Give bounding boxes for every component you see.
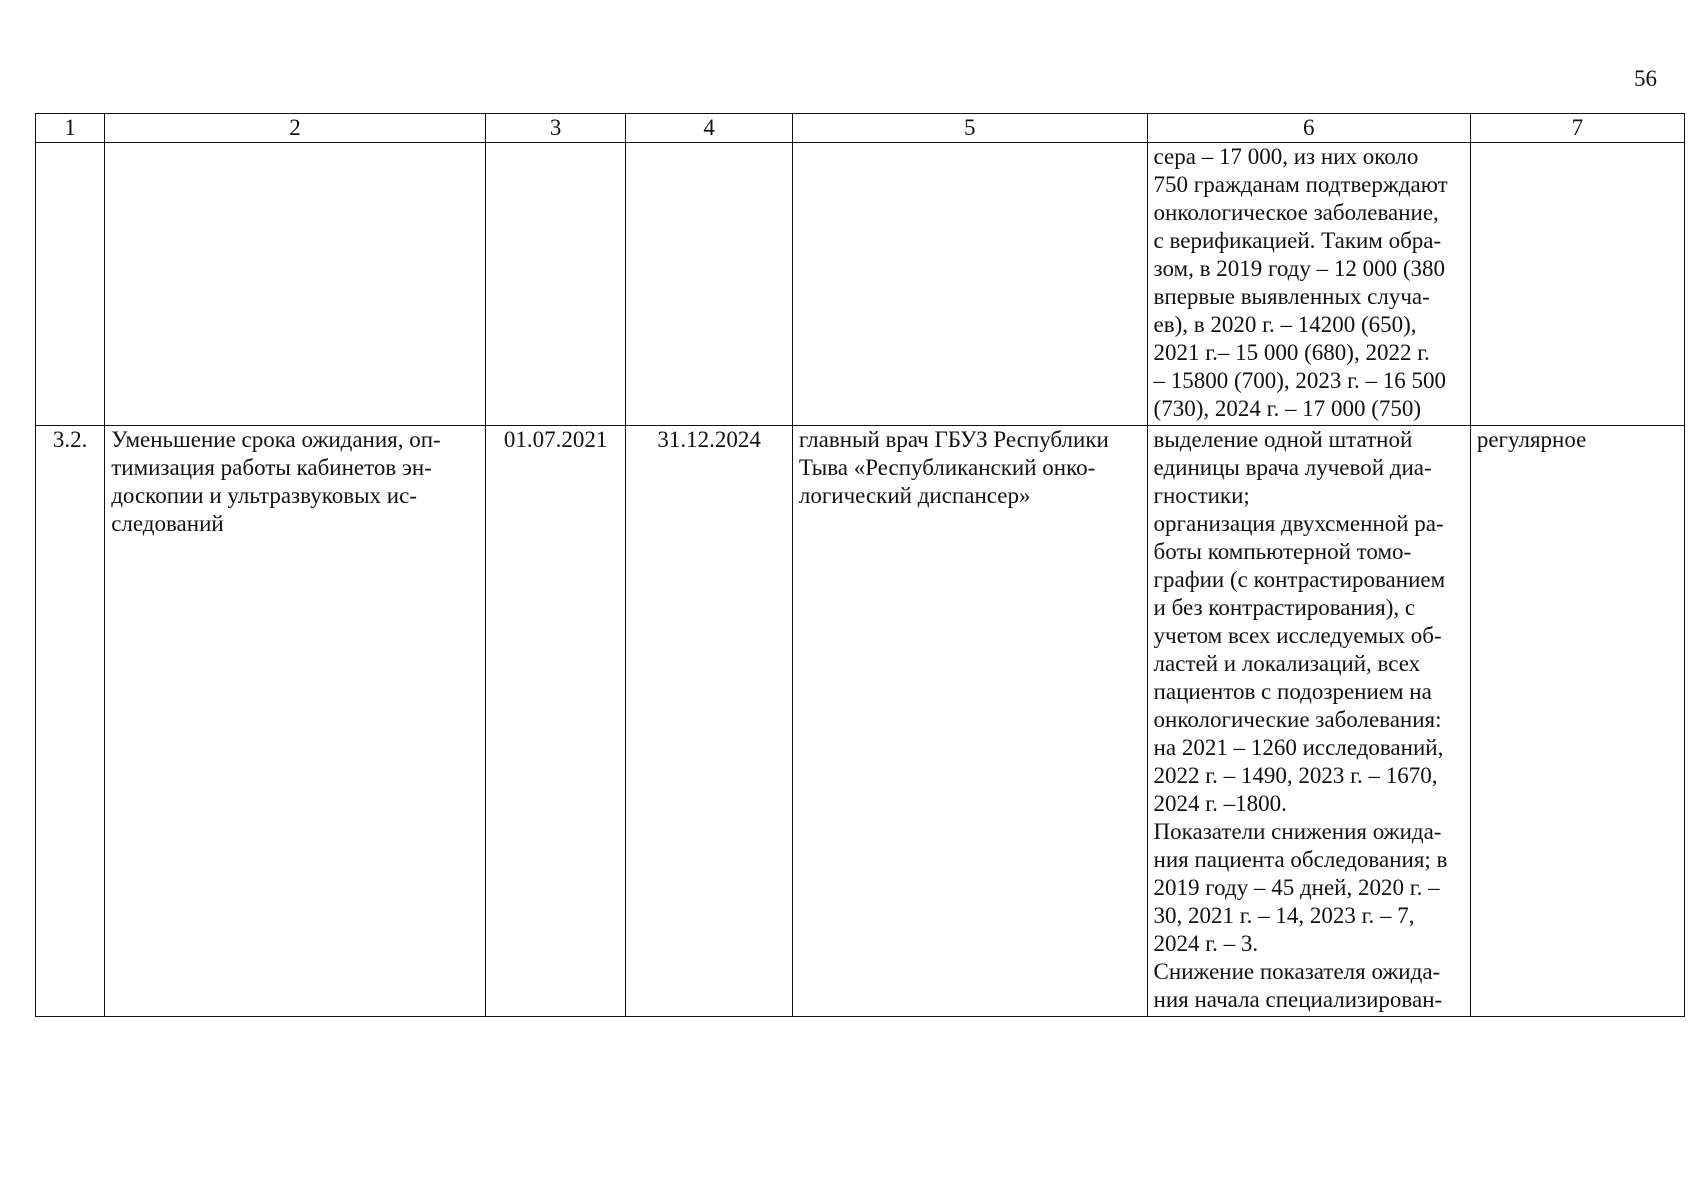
header-col-3: 3 xyxy=(485,114,626,143)
result-line: организация двухсменной ра- xyxy=(1153,511,1444,536)
header-col-6: 6 xyxy=(1147,114,1470,143)
measure-name-cell xyxy=(105,426,486,1017)
cont-result-line: – 15800 (700), 2023 г. – 16 500 xyxy=(1153,368,1446,393)
cont-cell-4 xyxy=(626,143,793,426)
cont-result-line: впервые выявленных случа- xyxy=(1153,284,1430,309)
page-number: 56 xyxy=(1634,66,1657,91)
result-line: и без контрастирования), с xyxy=(1153,595,1416,620)
cont-result-line: зом, в 2019 году – 12 000 (380 xyxy=(1153,256,1446,281)
measure-name-line: Уменьшение срока ожидания, оп- xyxy=(111,427,441,452)
cont-result-line: ев), в 2020 г. – 14200 (650), xyxy=(1153,312,1417,337)
result-line: 2024 г. –1800. xyxy=(1153,791,1287,816)
header-col-5: 5 xyxy=(792,114,1147,143)
cont-result-line: 750 гражданам подтверждают xyxy=(1153,172,1448,197)
table-row-continuation xyxy=(36,143,1685,426)
result-line: Снижение показателя ожида- xyxy=(1153,959,1441,984)
result-line: единицы врача лучевой диа- xyxy=(1153,455,1432,480)
start-date: 01.07.2021 xyxy=(485,426,626,1017)
header-col-4: 4 xyxy=(626,114,793,143)
cont-result-line: с верификацией. Таким обра- xyxy=(1153,228,1442,253)
responsible-line: главный врач ГБУЗ Республики xyxy=(798,427,1109,452)
responsible-line: Тыва «Республиканский онко- xyxy=(798,455,1096,480)
result-line: учетом всех исследуемых об- xyxy=(1153,623,1442,648)
result-line: ния начала специализирован- xyxy=(1153,987,1443,1012)
cont-cell-2 xyxy=(105,143,486,426)
measure-name-line: следований xyxy=(111,511,224,536)
end-date: 31.12.2024 xyxy=(626,426,793,1017)
cont-cell-5 xyxy=(792,143,1147,426)
row-number: 3.2. xyxy=(36,426,105,1017)
result-line: гностики; xyxy=(1153,483,1250,508)
responsible-line: логический диспансер» xyxy=(798,483,1031,508)
result-line: ния пациента обследования; в xyxy=(1153,847,1448,872)
cont-result-line: онкологическое заболевание, xyxy=(1153,200,1439,225)
table-header-row xyxy=(36,114,1685,143)
header-col-2: 2 xyxy=(105,114,486,143)
result-line: Показатели снижения ожида- xyxy=(1153,819,1442,844)
cont-result-line: сера – 17 000, из них около xyxy=(1153,144,1419,169)
cont-cell-3 xyxy=(485,143,626,426)
result-line: пациентов с подозрением на xyxy=(1153,679,1432,704)
result-line: 2024 г. – 3. xyxy=(1153,931,1259,956)
header-col-1: 1 xyxy=(36,114,105,143)
result-cell xyxy=(1147,426,1470,1017)
result-line: 30, 2021 г. – 14, 2023 г. – 7, xyxy=(1153,903,1415,928)
periodicity-cell: регулярное xyxy=(1470,426,1684,1017)
measure-name-line: тимизация работы кабинетов эн- xyxy=(111,455,432,480)
result-line: на 2021 – 1260 исследований, xyxy=(1153,735,1444,760)
cont-result-line: (730), 2024 г. – 17 000 (750) xyxy=(1153,396,1422,421)
result-line: боты компьютерной томо- xyxy=(1153,539,1412,564)
measures-table xyxy=(35,113,1685,1017)
measure-name-line: доскопии и ультразвуковых ис- xyxy=(111,483,417,508)
result-line: 2019 году – 45 дней, 2020 г. – xyxy=(1153,875,1440,900)
cont-result-line: 2021 г.– 15 000 (680), 2022 г. xyxy=(1153,340,1430,365)
result-line: онкологические заболевания: xyxy=(1153,707,1442,732)
result-line: ластей и локализаций, всех xyxy=(1153,651,1421,676)
result-line: 2022 г. – 1490, 2023 г. – 1670, xyxy=(1153,763,1438,788)
result-line: графии (с контрастированием xyxy=(1153,567,1446,592)
cont-cell-7 xyxy=(1470,143,1684,426)
responsible-cell xyxy=(792,426,1147,1017)
cont-cell-1 xyxy=(36,143,105,426)
cont-result-cell xyxy=(1147,143,1470,426)
header-col-7: 7 xyxy=(1470,114,1684,143)
result-line: выделение одной штатной xyxy=(1153,427,1413,452)
table-row-3-2 xyxy=(36,426,1685,1017)
